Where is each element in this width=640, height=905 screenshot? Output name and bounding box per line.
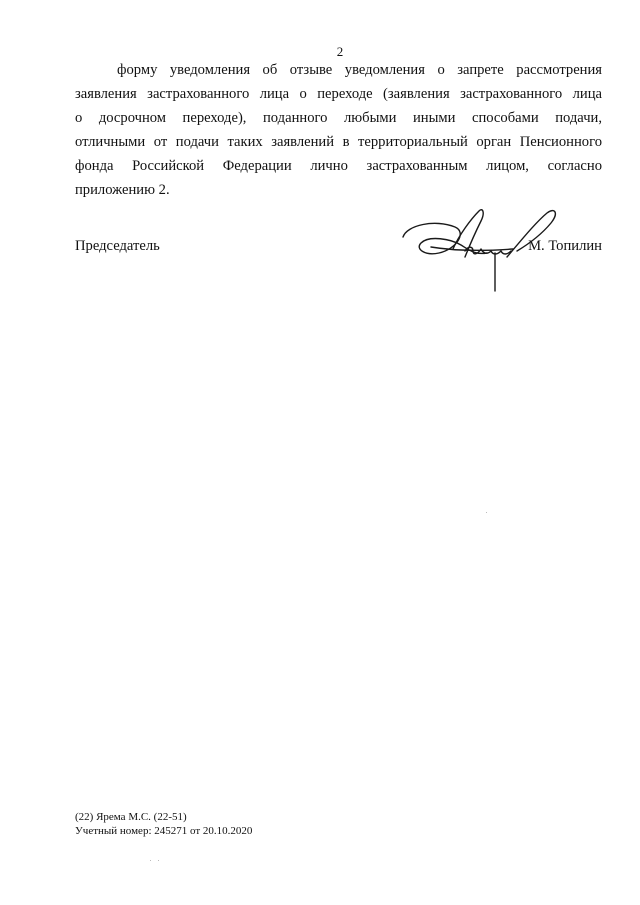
- body-line: приложению 2.: [75, 182, 170, 198]
- scan-speck: [486, 512, 487, 513]
- page-number: 2: [336, 44, 344, 59]
- registration-number: Учетный номер: 245271 от 20.10.2020: [75, 825, 253, 837]
- document-footer: [75, 810, 252, 838]
- handwritten-signature: [395, 205, 570, 295]
- scan-speck: [150, 860, 151, 861]
- body-line: отличными от подачи таких заявлений в территориальный орган Пенсионного: [75, 134, 602, 150]
- body-paragraph: [75, 58, 602, 202]
- executor-info: (22) Ярема М.С. (22-51): [75, 811, 187, 823]
- body-line: заявления застрахованного лица о переходе (заявления застрахованного лица: [75, 86, 602, 102]
- signatory-title: Председатель: [75, 238, 160, 254]
- body-line: фонда Российской Федерации лично застрахованным лицом, согласно: [75, 158, 602, 174]
- body-line: о досрочном переходе), поданного любыми иными способами подачи,: [75, 110, 602, 126]
- signatory-name: М. Топилин: [528, 238, 602, 254]
- body-line: форму уведомления об отзыве уведомления о запрете рассмотрения: [117, 62, 602, 78]
- scan-speck: [158, 860, 159, 861]
